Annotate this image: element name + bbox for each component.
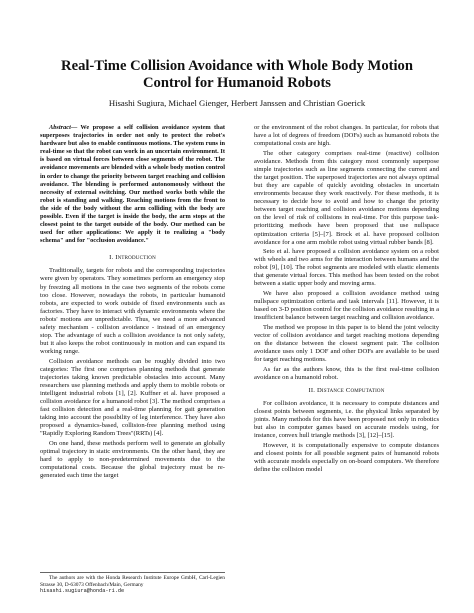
paragraph: Traditionally, targets for robots and the corresponding trajectories were given by operators. They sometimes perform an emergency stop by freezing all motions in the case two segments of the robots come too close. However, nowadays the robots, in particular humanoid robots, are expected to work outside of fixed environments such as factories. They have to interact with dynamic environments where the robots' motions are unpredictable. Thus, we need a more advanced safety mechanism - collision avoidance - instead of an emergency stop. The advantage of such a collision avoidance is not only safety, but it also keeps the robot continuously in motion and can expand its working range. [40, 267, 225, 356]
left-column [40, 124, 225, 482]
paragraph: The other category comprises real-time (reactive) collision avoidance. Methods from this category most commonly superpose simple trajectories such as line segments connecting the current and the target position. The superposed trajectories are not always optimal but they are capable of quickly avoiding obstacles in uncertain environments because they work reactively. For these methods, it is necessary to decide how to avoid and how to change the priority between target reaching and collision avoidance motions depending on the level of risk of collisions in real-time. For this purpose task-prioritizing methods have been proposed that use nullspace optimization criteria [5]–[7]. Brock et al. have proposed collision avoidance for a one arm mobile robot using virtual rubber bands [8]. [254, 149, 439, 246]
abstract-text: — We propose a self collision avoidance system that superposes trajectories in order not only to protect the robot's hardware but also to enable continuous motions. The system runs in real-time so that the robot can work in an uncertain environment. It is based on virtual forces between close segments of the robot. The avoidance movements are blended with a whole body motion control in order to change the priority between target reaching and collision avoidance. The blending is performed autonomously without the necessity of external switching. Our method works both while the robot is standing and walking. Reaching motions from the front to the side of the body without the arm colliding with the body are possible. Even if the target is inside the body, the arm stops at the closest point to the target outside of the body. Our method can be used for other applications: We apply it to realizing a "body schema" and for "occlusion avoidance." [40, 124, 225, 245]
section-numeral: I. [109, 254, 114, 262]
paragraph: Seto et al. have proposed a collision avoidance system on a robot with wheels and two arms for the interaction between humans and the robot [9], [10]. The robot segments are modeled with elastic elements that generate virtual forces. This method has been tested on the robot between a static upper body and moving arms. [254, 248, 439, 288]
paragraph: Collision avoidance methods can be roughly divided into two categories: The first one comprises planning methods that generate trajectories taking known predictable obstacles into account. Many researchers use planning methods and apply them to mobile robots or intelligent industrial robots [1], [2]. Kuffner et al. have proposed a collision avoidance for a humanoid robot [3]. The method comprises a fast collision detection and a real-time planning for gait generation taking into account the possibility of leg interference. They have also proposed a dynamics-based, collision-free planning method using "Rapidly Exploring Random Trees"(RRTs) [4]. [40, 357, 225, 438]
paragraph: We have also proposed a collision avoidance method using nullspace optimization criteria and task intervals [11]. However, it is based on 3-D position control for the collision avoidance resulting in a insufficient balance between target reaching and collision avoidance. [254, 290, 439, 322]
paper-title: Real-Time Collision Avoidance with Whole Body Motion Control for Humanoid Robots [61, 58, 413, 91]
paragraph: The method we propose in this paper is to blend the joint velocity vector of collision avoidance and target reaching motions depending on the distance between the closest segment pair. The collision avoidance uses only 1 DOF and other DOFs are available to be used for target reaching motions. [254, 323, 439, 364]
paper-authors: Hisashi Sugiura, Michael Gienger, Herbert Janssen and Christian Goerick [108, 98, 366, 108]
paragraph: On one hand, these methods perform well to generate an globally optimal trajectory in static environments. On the other hand, they are hard to apply to non-predetermined movements due to the computational costs. Because the global trajectory must be re-generated each time the target [40, 440, 225, 480]
footnote [40, 575, 225, 595]
footnote-rule [40, 572, 225, 573]
section-name: Distance Computation [316, 386, 385, 394]
paragraph: For collision avoidance, it is necessary to compute distances and closest points between segments, i.e. the physical links separated by joints. Many methods for this have been proposed not only in robotics but also in computer games based on accurate models using, for instance, convex hull triangle methods [3], [12]–[15]. [254, 399, 439, 440]
section-heading-distance-computation [254, 387, 439, 395]
footnote-text: The authors are with the Honda Research Institute Europe GmbH, Carl-Legien Strasse 30, D-63073 Offenbach/Main, Germany [40, 575, 225, 588]
abstract [40, 124, 225, 245]
abstract-lead: Abstract [49, 124, 71, 131]
paragraph: As far as the authors know, this is the first real-time collision avoidance on a humanoid robot. [254, 365, 439, 381]
author-email: hisashi.sugiura@honda-ri.de [40, 588, 125, 595]
paragraph: or the environment of the robot changes. In particular, for robots that have a lot of degrees of freedom (DOFs) such as humanoid robots the computational costs are high. [254, 124, 439, 148]
paragraph: However, it is computationally expensive to compute distances and closest points for all possible segment pairs of humanoid robots with accurate models especially on on-board computers. We therefore define the collision model [254, 441, 439, 474]
section-numeral: II. [308, 386, 316, 394]
section-heading-introduction [40, 254, 225, 262]
right-column [254, 124, 439, 476]
section-name: Introduction [115, 254, 156, 262]
